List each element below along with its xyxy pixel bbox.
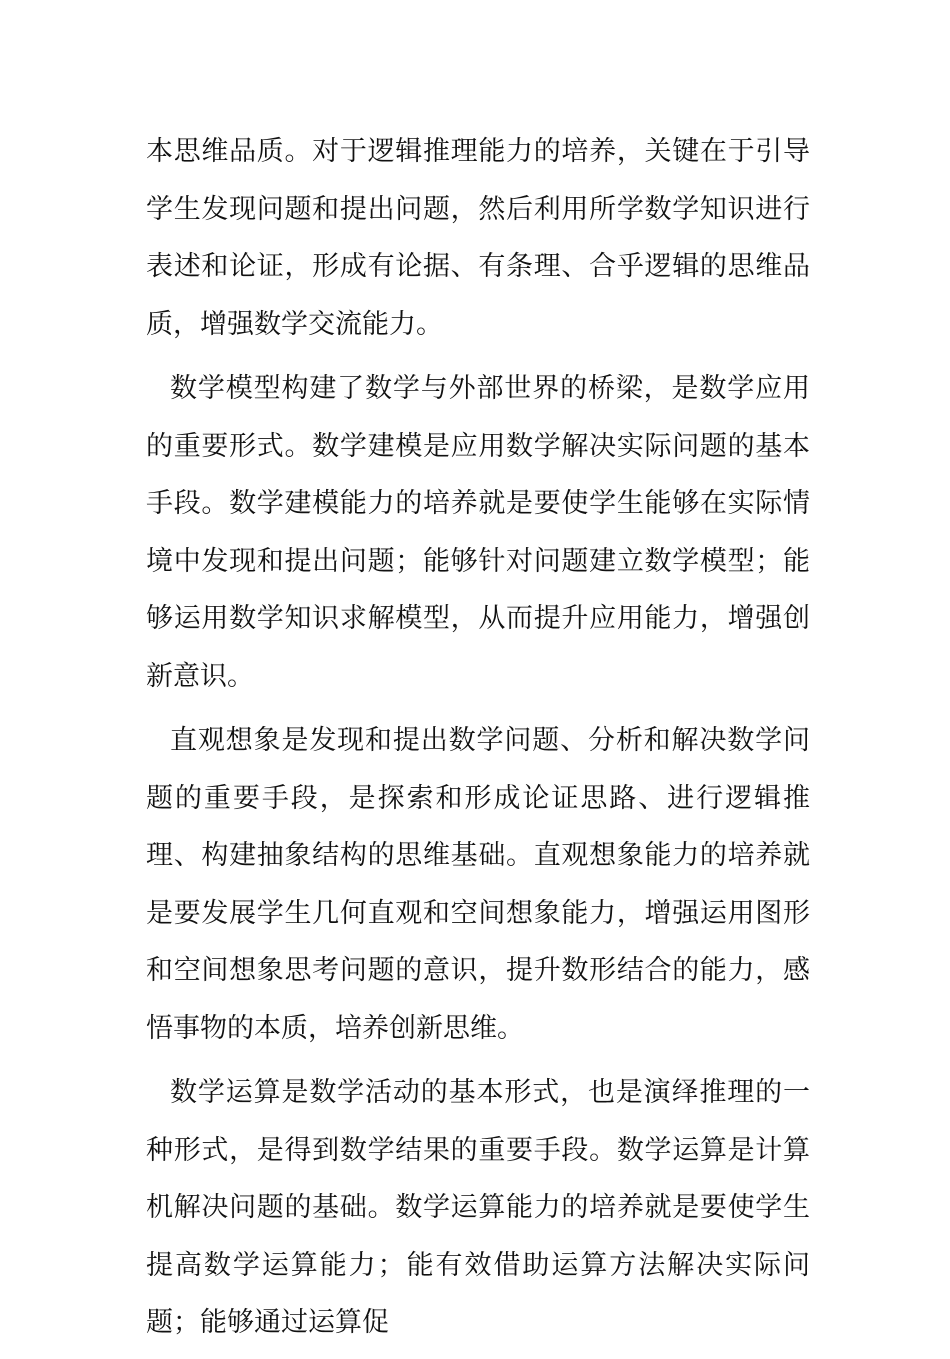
paragraph-mathematical-operation: 数学运算是数学活动的基本形式，也是演绎推理的一种形式，是得到数学结果的重要手段。数学运算是计算机解决问题的基础。数学运算能力的培养就是要使学生提高数学运算能力；能有效借助运算方法解决实际问题；能够通过运算促	[146, 1077, 810, 1338]
paragraph-intuitive-imagination: 直观想象是发现和提出数学问题、分析和解决数学问题的重要手段，是探索和形成论证思路、进行逻辑推理、构建抽象结构的思维基础。直观想象能力的培养就是要发展学生几何直观和空间想象能力，增强运用图形和空间想象思考问题的意识，提升数形结合的能力，感悟事物的本质，培养创新思维。	[146, 725, 810, 1044]
paragraph-logical-reasoning: 本思维品质。对于逻辑推理能力的培养，关键在于引导学生发现问题和提出问题，然后利用所学数学知识进行表述和论证，形成有论据、有条理、合乎逻辑的思维品质，增强数学交流能力。	[146, 136, 810, 340]
document-body	[146, 123, 810, 1359]
paragraph-mathematical-modeling: 数学模型构建了数学与外部世界的桥梁，是数学应用的重要形式。数学建模是应用数学解决实际问题的基本手段。数学建模能力的培养就是要使学生能够在实际情境中发现和提出问题；能够针对问题建立数学模型；能够运用数学知识求解模型，从而提升应用能力，增强创新意识。	[146, 373, 810, 692]
